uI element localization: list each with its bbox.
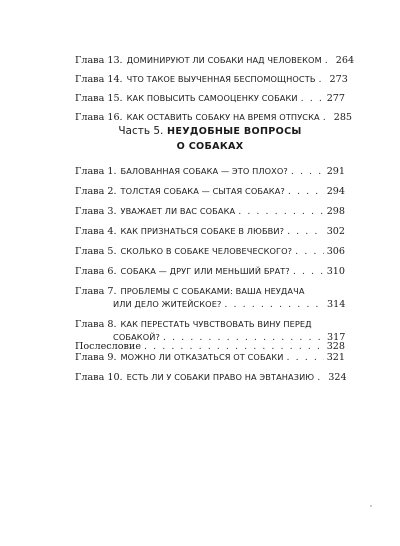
chapter-title: СОБАКА — ДРУГ ИЛИ МЕНЬШИЙ БРАТ? — [120, 266, 290, 276]
page-number: 324 — [328, 372, 347, 383]
page-number: 302 — [326, 226, 345, 237]
toc-entry — [75, 54, 355, 67]
dot-leader — [317, 372, 325, 384]
toc-part4-tail — [75, 54, 355, 124]
toc-entry — [75, 245, 345, 258]
toc-entry — [75, 371, 345, 384]
chapter-number: Глава 1. — [75, 166, 117, 177]
page-number: 314 — [327, 299, 346, 310]
dot-leader — [319, 74, 327, 86]
toc-entry — [75, 225, 345, 238]
part-title-line1: НЕУДОБНЫЕ ВОПРОСЫ — [167, 126, 302, 137]
chapter-number: Глава 6. — [75, 266, 117, 277]
toc-entry — [75, 265, 345, 278]
chapter-title: БАЛОВАННАЯ СОБАКА — ЭТО ПЛОХО? — [120, 166, 288, 176]
chapter-number: Глава 2. — [75, 186, 117, 197]
epilogue-title: Послесловие — [75, 341, 142, 352]
chapter-number: Глава 8. — [75, 319, 117, 330]
chapter-title: КАК ПРИЗНАТЬСЯ СОБАКЕ В ЛЮБВИ? — [120, 226, 285, 236]
chapter-title: КАК ПЕРЕСТАТЬ ЧУВСТВОВАТЬ ВИНУ ПЕРЕД — [120, 319, 312, 329]
dot-leader — [287, 352, 324, 364]
chapter-number: Глава 5. — [75, 246, 117, 257]
chapter-number: Глава 14. — [75, 74, 123, 85]
page-number: 294 — [326, 186, 345, 197]
page-number: 310 — [326, 266, 345, 277]
dot-leader — [301, 93, 324, 105]
toc-entry — [75, 205, 345, 218]
page-speck — [370, 505, 372, 507]
dot-leader — [224, 299, 324, 311]
chapter-number: Глава 15. — [75, 93, 123, 104]
chapter-title: СКОЛЬКО В СОБАКЕ ЧЕЛОВЕЧЕСКОГО? — [120, 246, 293, 256]
dot-leader — [238, 206, 323, 218]
page-number: 277 — [326, 93, 345, 104]
page-number: 291 — [326, 166, 345, 177]
dot-leader — [293, 266, 324, 278]
chapter-title: КАК ПОВЫСИТЬ САМООЦЕНКУ СОБАКИ — [126, 93, 298, 103]
chapter-number: Глава 10. — [75, 372, 123, 383]
part-title-line2: О СОБАКАХ — [176, 141, 244, 152]
page-number: 317 — [327, 332, 346, 343]
chapter-number: Глава 4. — [75, 226, 117, 237]
dot-leader — [291, 166, 324, 178]
dot-leader — [295, 246, 324, 258]
toc-entry — [75, 73, 348, 86]
chapter-title: МОЖНО ЛИ ОТКАЗАТЬСЯ ОТ СОБАКИ — [120, 352, 284, 362]
dot-leader — [323, 112, 331, 124]
dot-leader — [288, 186, 324, 198]
page-number: 298 — [326, 206, 345, 217]
dot-leader — [287, 226, 324, 238]
chapter-title-continued: ИЛИ ДЕЛО ЖИТЕЙСКОЕ? — [113, 299, 222, 309]
chapter-number: Глава 16. — [75, 112, 123, 123]
dot-leader — [144, 341, 324, 353]
chapter-title: ДОМИНИРУЮТ ЛИ СОБАКИ НАД ЧЕЛОВЕКОМ — [126, 55, 322, 65]
toc-epilogue — [75, 341, 345, 353]
toc-entry — [75, 341, 345, 353]
chapter-title: ЕСТЬ ЛИ У СОБАКИ ПРАВО НА ЭВТАНАЗИЮ — [126, 372, 315, 382]
page-number: 285 — [333, 112, 353, 123]
toc-entry — [75, 185, 345, 198]
toc-entry — [75, 165, 345, 178]
dot-leader — [325, 55, 333, 67]
chapter-title: УВАЖАЕТ ЛИ ВАС СОБАКА — [120, 206, 236, 216]
chapter-title-continued: СОБАКОЙ? — [113, 332, 160, 342]
toc-entry — [75, 111, 353, 124]
chapter-number: Глава 13. — [75, 55, 123, 66]
toc-entry — [75, 92, 345, 105]
chapter-number: Глава 9. — [75, 352, 117, 363]
page-number: 306 — [326, 246, 345, 257]
chapter-number: Глава 3. — [75, 206, 117, 217]
page-number: 328 — [326, 341, 345, 352]
chapter-title: ЧТО ТАКОЕ ВЫУЧЕННАЯ БЕСПОМОЩНОСТЬ — [126, 74, 316, 84]
chapter-title: ТОЛСТАЯ СОБАКА — СЫТАЯ СОБАКА? — [120, 186, 285, 196]
part-label: Часть 5. — [118, 125, 164, 137]
chapter-title: ПРОБЛЕМЫ С СОБАКАМИ: ВАША НЕУДАЧА — [120, 286, 305, 296]
page-number: 321 — [326, 352, 345, 363]
chapter-number: Глава 7. — [75, 286, 117, 297]
page-number: 273 — [329, 74, 348, 85]
page-number: 264 — [335, 55, 355, 66]
chapter-title: КАК ОСТАВИТЬ СОБАКУ НА ВРЕМЯ ОТПУСКА — [126, 112, 320, 122]
toc-entry — [75, 285, 345, 311]
part-heading — [75, 124, 345, 154]
